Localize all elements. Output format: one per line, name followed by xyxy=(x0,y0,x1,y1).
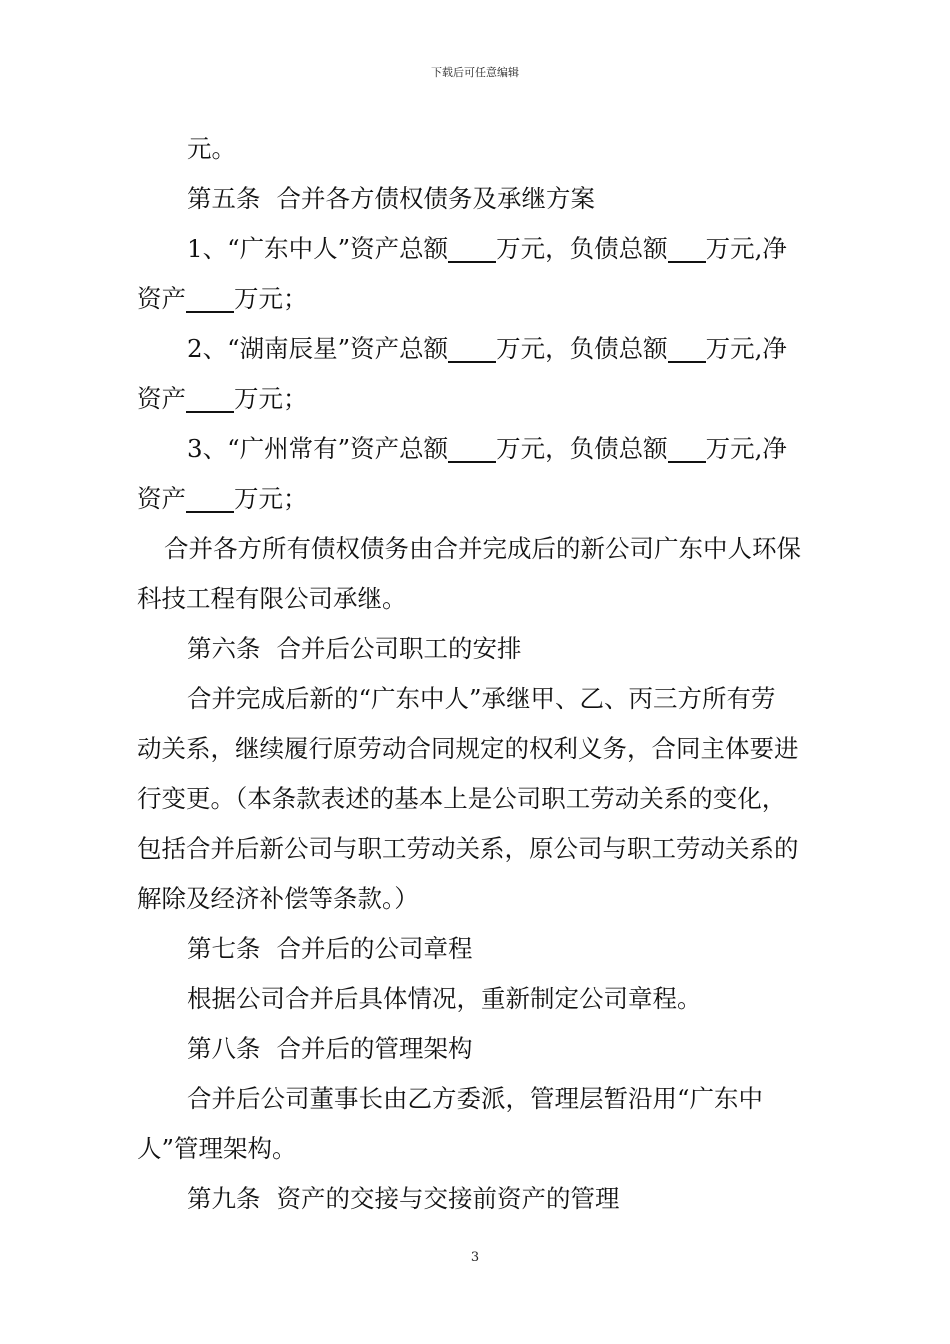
page-number: 3 xyxy=(470,1250,480,1265)
article-9-heading xyxy=(137,1174,837,1224)
item-text: 2、“湖南辰星”资产总额 xyxy=(187,334,449,363)
item-text: 3、“广州常有”资产总额 xyxy=(187,434,449,463)
paragraph-line: 包括合并后新公司与职工劳动关系，原公司与职工劳动关系的 xyxy=(137,834,799,863)
blank-field xyxy=(668,231,706,263)
article-number: 第八条 xyxy=(187,1034,261,1063)
article-number: 第五条 xyxy=(187,184,261,213)
blank-field xyxy=(448,231,496,263)
item-text: 万元； xyxy=(234,284,308,313)
page-header: 下载后可任意编辑 xyxy=(431,66,519,79)
paragraph-line: 行变更。（本条款表述的基本上是公司职工劳动关系的变化， xyxy=(137,784,787,813)
article-title: 合并后的公司章程 xyxy=(276,934,473,963)
article-6-heading xyxy=(137,624,837,674)
item-text: 资产 xyxy=(137,384,186,413)
article-title: 合并后的管理架构 xyxy=(276,1034,473,1063)
item-text: 资产 xyxy=(137,284,186,313)
blank-field xyxy=(668,431,706,463)
paragraph-line: 人”管理架构。 xyxy=(137,1134,297,1163)
item-text: 万元,净 xyxy=(705,234,787,263)
article-title: 资产的交接与交接前资产的管理 xyxy=(276,1184,620,1213)
paragraph-line: 根据公司合并后具体情况，重新制定公司章程。 xyxy=(187,984,702,1013)
item-text: 资产 xyxy=(137,484,186,513)
article-number: 第七条 xyxy=(187,934,261,963)
article-title: 合并后公司职工的安排 xyxy=(276,634,522,663)
article-7-heading xyxy=(137,924,837,974)
item-text: 万元,净 xyxy=(705,334,787,363)
list-item-3-cont xyxy=(137,474,837,524)
paragraph-line: 动关系，继续履行原劳动合同规定的权利义务，合同主体要进 xyxy=(137,734,799,763)
blank-field xyxy=(186,481,234,513)
paragraph-line: 科技工程有限公司承继。 xyxy=(137,584,407,613)
item-text: 万元； xyxy=(234,384,308,413)
text-line: 元。 xyxy=(187,134,236,163)
article-number: 第六条 xyxy=(187,634,261,663)
list-item-1-cont xyxy=(137,274,837,324)
article-title: 合并各方债权债务及承继方案 xyxy=(276,184,595,213)
list-item-2 xyxy=(137,324,837,374)
paragraph-line: 合并各方所有债权债务由合并完成后的新公司广东中人环保 xyxy=(164,534,801,563)
item-text: 万元，负债总额 xyxy=(496,334,668,363)
blank-field xyxy=(186,281,234,313)
item-text: 万元； xyxy=(234,484,308,513)
blank-field xyxy=(668,331,706,363)
paragraph-line: 合并后公司董事长由乙方委派，管理层暂沿用“广东中 xyxy=(187,1084,764,1113)
paragraph-line: 解除及经济补偿等条款。） xyxy=(137,884,419,913)
article-number: 第九条 xyxy=(187,1184,261,1213)
blank-field xyxy=(186,381,234,413)
item-text: 万元,净 xyxy=(705,434,787,463)
document-body xyxy=(137,124,837,1224)
paragraph-line: 合并完成后新的“广东中人”承继甲、乙、丙三方所有劳 xyxy=(187,684,776,713)
list-item-2-cont xyxy=(137,374,837,424)
item-text: 万元，负债总额 xyxy=(496,234,668,263)
article-8-heading xyxy=(137,1024,837,1074)
blank-field xyxy=(448,331,496,363)
list-item-1 xyxy=(137,224,837,274)
blank-field xyxy=(448,431,496,463)
item-text: 万元，负债总额 xyxy=(496,434,668,463)
item-text: 1、“广东中人”资产总额 xyxy=(187,234,449,263)
article-5-heading xyxy=(137,174,837,224)
list-item-3 xyxy=(137,424,837,474)
